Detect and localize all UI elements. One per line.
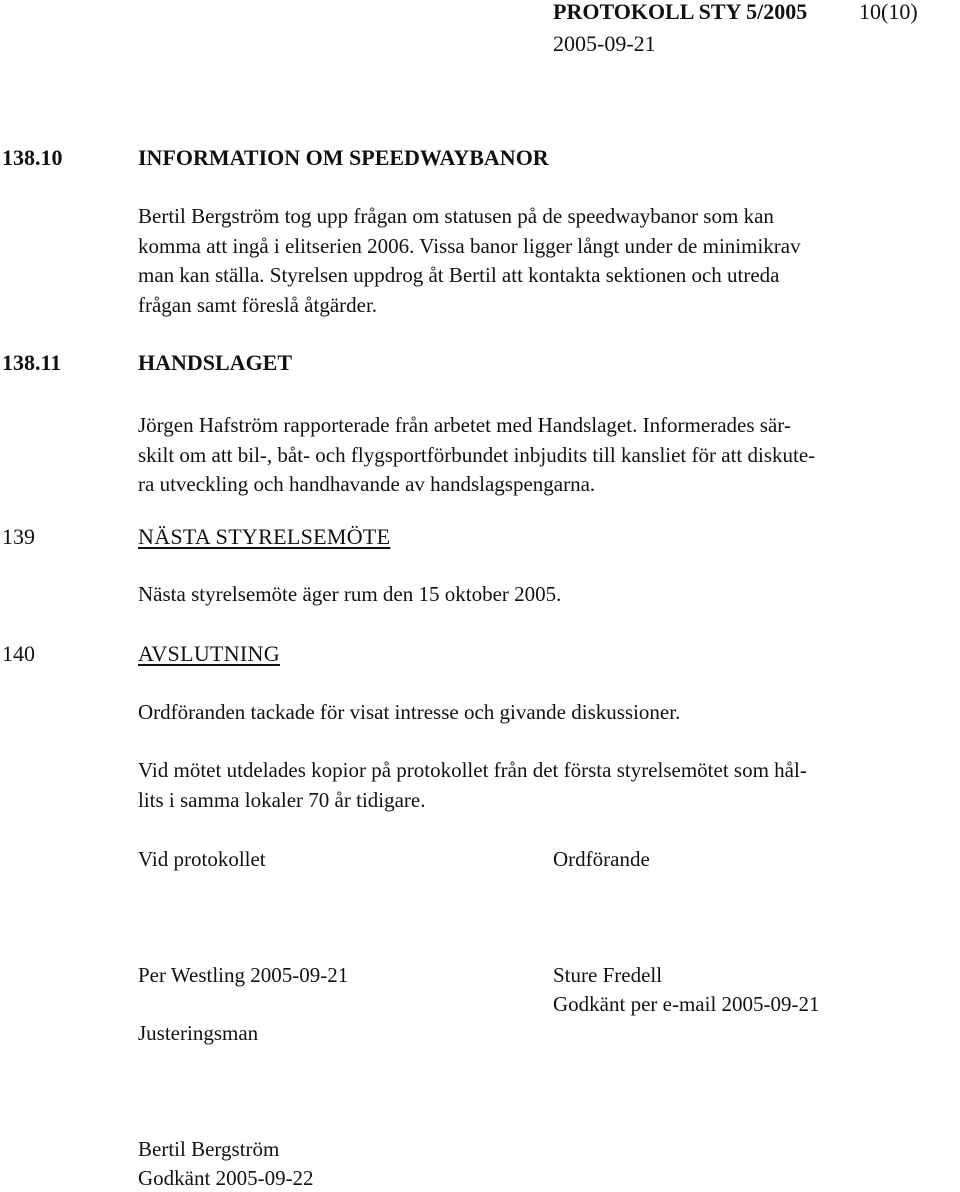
section-title-nasta-styrelsemote: NÄSTA STYRELSEMÖTE [138,524,391,549]
signature-approval-bottom: Godkänt 2005-09-22 [138,1166,314,1190]
section-number-138-10: 138.10 [2,145,63,170]
body-line: frågan samt föreslå åtgärder. [138,292,378,317]
section-body-avslutning [138,698,938,728]
signature-name-right: Sture Fredell [553,963,663,987]
section-body-avslutning-2 [138,756,938,815]
body-line: man kan ställa. Styrelsen uppdrog åt Bertil att kontakta sektionen och utreda [138,263,780,287]
section-title-avslutning: AVSLUTNING [138,641,280,666]
signature-name-left: Per Westling 2005-09-21 [138,963,349,987]
page-number: 10(10) [859,0,918,24]
body-line: Jörgen Hafström rapporterade från arbetet med Handslaget. Informerades sär- [138,413,791,437]
section-body-handslaget [138,411,938,500]
section-number-139: 139 [2,524,35,549]
section-body-speedwaybanor [138,202,938,320]
signature-label-ordforande: Ordförande [553,847,650,871]
body-line: ra utveckling och handhavande av handslagspengarna. [138,472,596,496]
body-line: skilt om att bil-, båt- och flygsportförbundet inbjudits till kansliet för att diskute- [138,442,816,467]
section-title-handslaget: HANDSLAGET [138,350,293,375]
body-line: komma att ingå i elitserien 2006. Vissa banor ligger långt under de minimikrav [138,233,801,258]
body-line: Nästa styrelsemöte äger rum den 15 oktober 2005. [138,582,562,606]
section-number-140: 140 [2,641,35,666]
section-number-138-11: 138.11 [2,350,62,375]
signature-name-bottom: Bertil Bergström [138,1137,280,1161]
signature-label-protokollet: Vid protokollet [138,847,266,871]
section-body-nasta-styrelsemote [138,580,938,610]
document-title: PROTOKOLL STY 5/2005 [553,0,808,24]
body-line: lits i samma lokaler 70 år tidigare. [138,787,426,812]
body-line: Bertil Bergström tog upp frågan om statusen på de speedwaybanor som kan [138,204,774,228]
body-line: Vid mötet utdelades kopior på protokollet från det första styrelsemötet som hål- [138,758,807,782]
signature-role-left: Justeringsman [138,1021,259,1045]
body-line: Ordföranden tackade för visat intresse och givande diskussioner. [138,700,681,724]
section-title-speedwaybanor: INFORMATION OM SPEEDWAYBANOR [138,145,549,170]
signature-approval-right: Godkänt per e-mail 2005-09-21 [553,992,820,1016]
document-date: 2005-09-21 [553,31,656,56]
